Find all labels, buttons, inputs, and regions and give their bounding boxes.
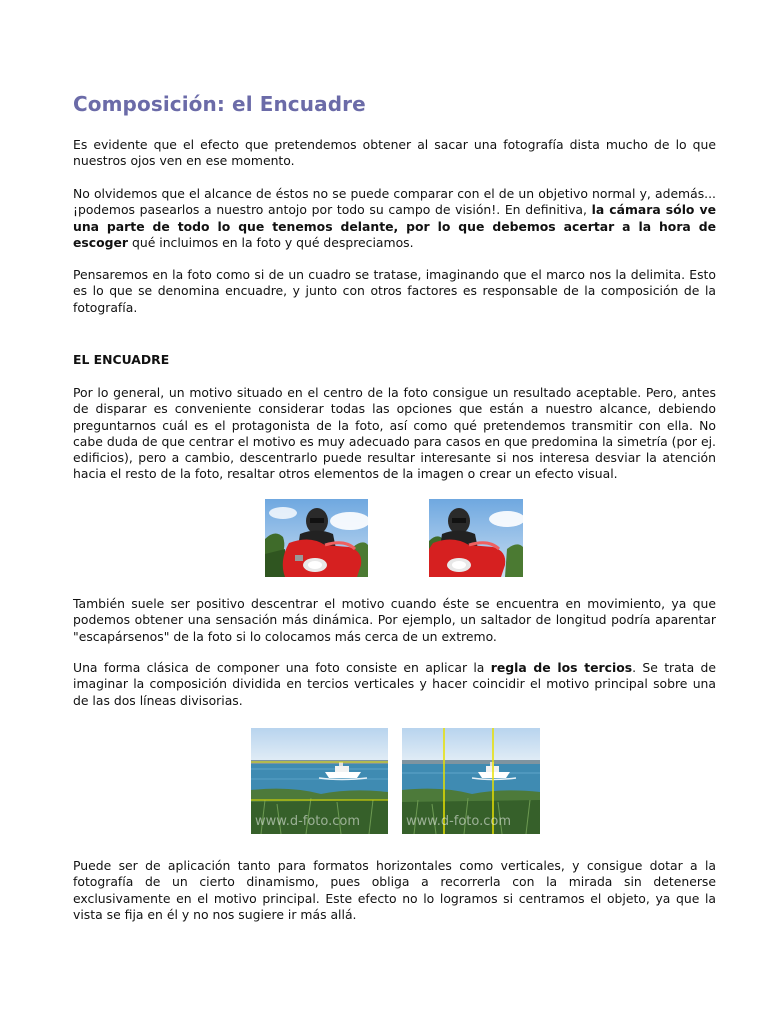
paragraph-frame: Pensaremos en la foto como si de un cuadro se tratase, imaginando que el marco nos la delimita. Esto es lo que se denomina encuadre, y junto con otros factores es responsable de la composición de la fotografía. xyxy=(73,267,716,315)
boat-photo-vertical-thirds xyxy=(402,728,540,834)
paragraph-application: Puede ser de aplicación tanto para formatos horizontales como verticales, y consigue dotar a la fotografía de un cierto dinamismo, pues obliga a recorrerla con la mirada sin detenerse exclusivamente en el motivo principal. Este efecto no lo logramos si centramos el objeto, ya que la vista se fija en él y no nos sugiere ir más allá. xyxy=(73,858,716,922)
paragraph-camera-bold: la cámara sólo ve una parte de todo lo que tenemos delante, por lo que debemos acertar a la hora de escoger xyxy=(73,202,716,250)
motorcycle-photo-offcenter-drawing xyxy=(429,499,523,577)
paragraph-thirds-text-a: Una forma clásica de componer una foto consiste en aplicar la xyxy=(73,660,491,675)
motorcycle-photo-centered-drawing xyxy=(265,499,368,577)
paragraph-intro: Es evidente que el efecto que pretendemos obtener al sacar una fotografía dista mucho de lo que nuestros ojos ven en ese momento. xyxy=(73,137,716,169)
page-title: Composición: el Encuadre xyxy=(73,92,366,116)
paragraph-thirds-bold: regla de los tercios xyxy=(490,660,633,675)
paragraph-thirds xyxy=(73,660,716,709)
boat-photo-horizontal-thirds xyxy=(251,728,388,834)
watermark-text: www.d-foto.com xyxy=(406,814,512,829)
paragraph-camera-text-a: No olvidemos que el alcance de éstos no se puede comparar con el de un objetivo normal y, además... ¡podemos pasearlos a nuestro antojo por todo su campo de visión!. En definitiva, xyxy=(73,186,716,218)
paragraph-thirds-text-b: . Se trata de imaginar la composición dividida en tercios verticales y hacer coincidir el motivo principal sobre una de las dos líneas divisorias. xyxy=(73,660,717,708)
paragraph-camera-text-b: qué incluimos en la foto y qué despreciamos. xyxy=(128,234,414,250)
watermark-text: www.d-foto.com xyxy=(255,814,361,829)
motorcycle-photo-offcenter xyxy=(429,499,523,577)
motorcycle-photo-centered xyxy=(265,499,368,577)
section-heading: EL ENCUADRE xyxy=(73,352,170,367)
paragraph-movement: También suele ser positivo descentrar el motivo cuando éste se encuentra en movimiento, ya que podemos obtener una sensación más dinámica. Por ejemplo, un saltador de longitud podría aparentar "escapársenos" de la foto si lo colocamos más cerca de un extremo. xyxy=(73,596,716,644)
paragraph-general: Por lo general, un motivo situado en el centro de la foto consigue un resultado aceptable. Pero, antes de disparar es conveniente considerar todas las opciones que están a nuestro alcance, debiendo preguntarnos cuál es el protagonista de la foto, así como qué pretendemos transmitir con ella. No cabe duda de que centrar el motivo es muy adecuado para casos en que predomina la simetría (por ej. edificios), pero a cambio, descentrarlo puede resultar interesante si nos interesa desviar la atención hacia el resto de la foto, resaltar otros elementos de la imagen o crear un efecto visual. xyxy=(73,385,716,482)
paragraph-camera xyxy=(73,186,716,251)
